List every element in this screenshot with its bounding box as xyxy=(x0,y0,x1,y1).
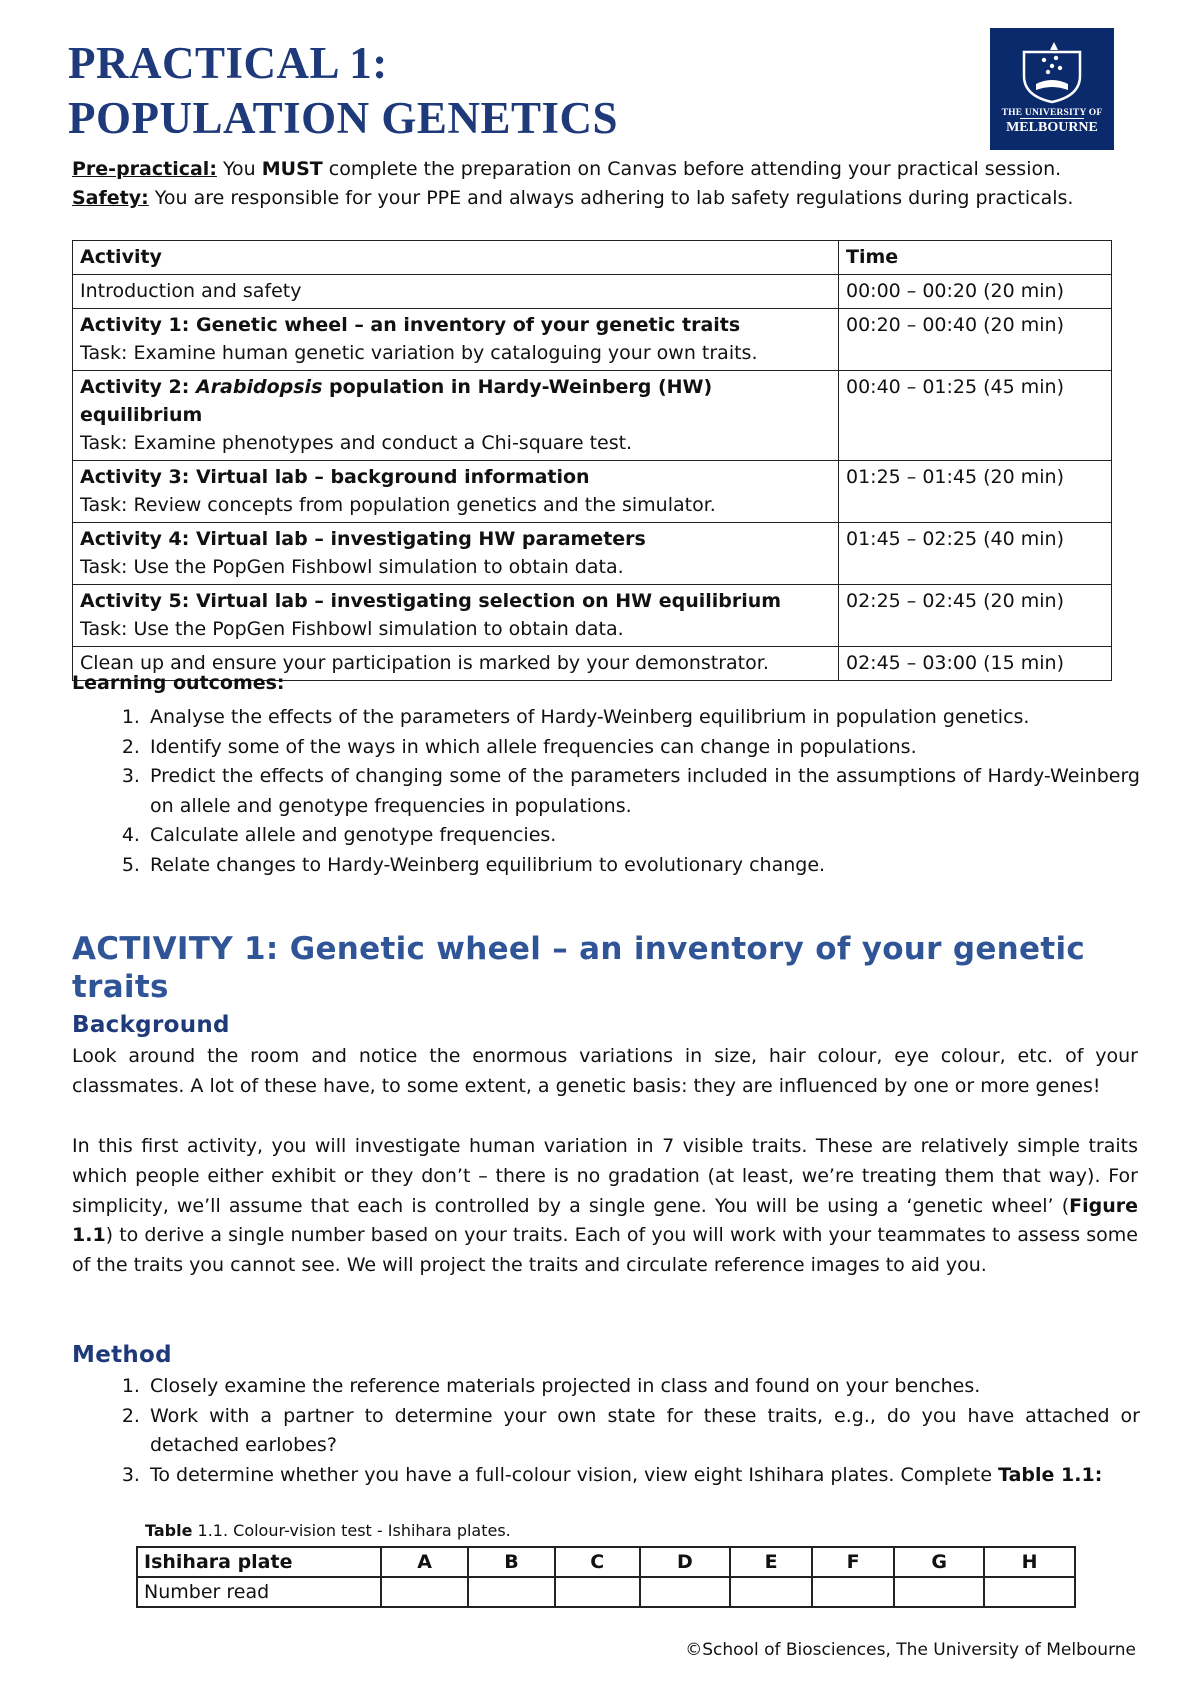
row-task: Task: Use the PopGen Fishbowl simulation to obtain data. xyxy=(80,556,624,578)
safety-label: Safety: xyxy=(72,187,149,209)
list-item: 1. Analyse the effects of the parameters of Hardy-Weinberg equilibrium in population genetics. xyxy=(146,703,1140,733)
table-row xyxy=(73,585,1112,647)
table-row xyxy=(73,523,1112,585)
figure-reference: Figure 1.1 xyxy=(72,1194,1138,1247)
answer-cell[interactable] xyxy=(381,1577,468,1607)
row-time: 01:45 – 02:25 (40 min) xyxy=(846,528,1064,550)
crest-icon xyxy=(1014,40,1090,104)
logo-text-line-2: MELBOURNE xyxy=(1006,120,1098,135)
plate-label: E xyxy=(730,1547,812,1577)
row-title-part: Activity 2: xyxy=(80,376,196,398)
list-item: 2. Work with a partner to determine your own state for these traits, e.g., do you have attached or detached earlobes? xyxy=(146,1402,1140,1461)
logo-divider xyxy=(1020,118,1084,119)
background-paragraph-2 xyxy=(72,1132,1138,1281)
activity1-heading: ACTIVITY 1: Genetic wheel – an inventory of your genetic traits xyxy=(72,931,1086,1005)
plate-label: G xyxy=(894,1547,984,1577)
caption-text: . Colour-vision test - Ishihara plates. xyxy=(222,1521,511,1540)
list-item: 2. Identify some of the ways in which allele frequencies can change in populations. xyxy=(146,733,1140,763)
list-item: 5. Relate changes to Hardy-Weinberg equilibrium to evolutionary change. xyxy=(146,851,1140,881)
row-title: Activity 4: Virtual lab – investigating HW parameters xyxy=(80,528,646,550)
row-time: 02:45 – 03:00 (15 min) xyxy=(846,652,1064,674)
background-paragraph-1: Look around the room and notice the enormous variations in size, hair colour, eye colour, etc. of your classmates. A lot of these have, to some extent, a genetic basis: they are influenced by one or more genes! xyxy=(72,1045,1138,1097)
method-heading: Method xyxy=(72,1342,172,1368)
ishihara-plate-row xyxy=(137,1547,1075,1577)
caption-number: 1.1 xyxy=(192,1521,223,1540)
plate-label: C xyxy=(555,1547,640,1577)
plate-label: H xyxy=(984,1547,1075,1577)
row-time: 00:20 – 00:40 (20 min) xyxy=(846,314,1064,336)
method-list xyxy=(72,1372,1140,1490)
plate-label: F xyxy=(812,1547,894,1577)
table-row xyxy=(73,461,1112,523)
pre-practical-note xyxy=(72,155,1061,184)
answer-cell[interactable] xyxy=(894,1577,984,1607)
table-reference: Table 1.1: xyxy=(998,1463,1103,1486)
page-title xyxy=(68,36,618,146)
background-heading: Background xyxy=(72,1012,230,1038)
row-time: 01:25 – 01:45 (20 min) xyxy=(846,466,1064,488)
answer-cell[interactable] xyxy=(812,1577,894,1607)
row-task: Task: Examine phenotypes and conduct a Chi-square test. xyxy=(80,432,633,454)
logo-text-line-1: THE UNIVERSITY OF xyxy=(1001,108,1103,118)
header-time: Time xyxy=(839,241,1112,275)
header-activity: Activity xyxy=(73,241,839,275)
number-read-row xyxy=(137,1577,1075,1607)
table-row xyxy=(73,275,1112,309)
table-caption xyxy=(145,1521,511,1540)
plate-row-label: Ishihara plate xyxy=(137,1547,381,1577)
pre-practical-label: Pre-practical: xyxy=(72,158,217,180)
row-time: 02:25 – 02:45 (20 min) xyxy=(846,590,1064,612)
species-name: Arabidopsis xyxy=(195,376,323,398)
pre-practical-text: You xyxy=(216,158,262,180)
answer-cell[interactable] xyxy=(555,1577,640,1607)
plate-label: D xyxy=(640,1547,730,1577)
row-title: Activity 3: Virtual lab – background information xyxy=(80,466,590,488)
row-title: Clean up and ensure your participation is marked by your demonstrator. xyxy=(80,652,769,674)
list-item xyxy=(146,1461,1140,1491)
learning-outcomes-title: Learning outcomes: xyxy=(72,672,285,694)
must-emphasis: MUST xyxy=(261,158,323,180)
row-title: Activity 5: Virtual lab – investigating selection on HW equilibrium xyxy=(80,590,782,612)
answer-cell[interactable] xyxy=(468,1577,555,1607)
row-title: Activity 1: Genetic wheel – an inventory of your genetic traits xyxy=(80,314,741,336)
plate-label: B xyxy=(468,1547,555,1577)
plate-label: A xyxy=(381,1547,468,1577)
title-line-2: POPULATION GENETICS xyxy=(68,93,619,143)
ishihara-table xyxy=(136,1546,1076,1608)
footer-copyright: ©School of Biosciences, The University of Melbourne xyxy=(685,1640,1136,1660)
number-read-label: Number read xyxy=(137,1577,381,1607)
pre-practical-text-2: complete the preparation on Canvas before attending your practical session. xyxy=(322,158,1062,180)
table-header-row xyxy=(73,241,1112,275)
caption-label: Table xyxy=(145,1521,193,1540)
row-task: Task: Review concepts from population genetics and the simulator. xyxy=(80,494,716,516)
row-title: Introduction and safety xyxy=(80,280,302,302)
row-time: 00:00 – 00:20 (20 min) xyxy=(846,280,1064,302)
paragraph-text: ) to derive a single number based on your traits. Each of you will work with your teammates to assess some of the traits you cannot see. We will project the traits and circulate reference images to aid you. xyxy=(72,1224,1138,1277)
table-row xyxy=(73,309,1112,371)
university-logo xyxy=(990,28,1114,150)
row-task: Task: Examine human genetic variation by cataloguing your own traits. xyxy=(80,342,758,364)
table-row xyxy=(73,371,1112,461)
learning-outcomes-list xyxy=(72,703,1140,881)
row-title-part: population in Hardy-Weinberg (HW) equilibrium xyxy=(80,376,713,426)
title-line-1: PRACTICAL 1: xyxy=(68,38,388,88)
answer-cell[interactable] xyxy=(640,1577,730,1607)
row-title xyxy=(80,373,831,429)
list-item: 3. Predict the effects of changing some of the parameters included in the assumptions of Hardy-Weinberg on allele and genotype frequencies in populations. xyxy=(146,762,1140,821)
list-item: 1. Closely examine the reference materials projected in class and found on your benches. xyxy=(146,1372,1140,1402)
answer-cell[interactable] xyxy=(730,1577,812,1607)
answer-cell[interactable] xyxy=(984,1577,1075,1607)
paragraph-text: In this first activity, you will investigate human variation in 7 visible traits. These are relatively simple traits which people either exhibit or they don’t – there is no gradation (at least, we’re treating them that way). For simplicity, we’ll assume that each is controlled by a single gene. You will be using a ‘genetic wheel’ ( xyxy=(72,1135,1138,1217)
safety-note xyxy=(72,184,1073,213)
list-item: 4. Calculate allele and genotype frequencies. xyxy=(146,821,1140,851)
safety-text: You are responsible for your PPE and always adhering to lab safety regulations during practicals. xyxy=(148,187,1074,209)
row-task: Task: Use the PopGen Fishbowl simulation to obtain data. xyxy=(80,618,624,640)
row-time: 00:40 – 01:25 (45 min) xyxy=(846,376,1064,398)
list-item-text: To determine whether you have a full-colour vision, view eight Ishihara plates. Complete xyxy=(150,1463,999,1486)
schedule-table xyxy=(72,240,1112,681)
